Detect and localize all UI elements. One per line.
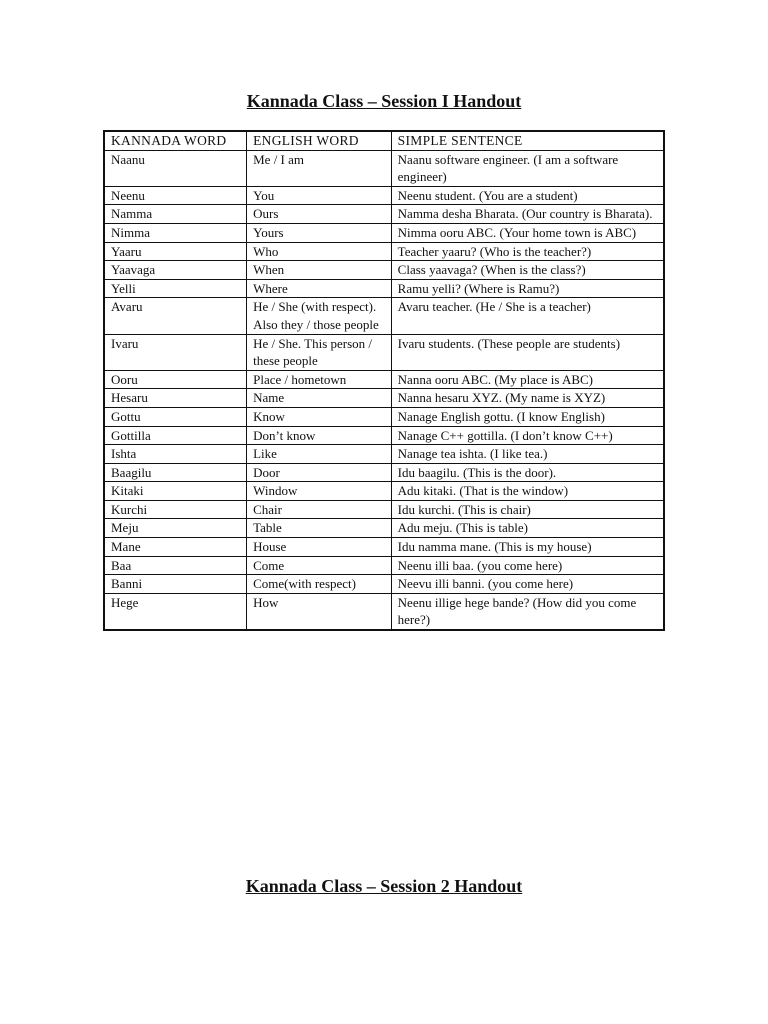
- english-word-cell: Name: [247, 389, 392, 408]
- table-row: [104, 279, 664, 298]
- simple-sentence-cell: Neevu illi banni. (you come here): [391, 575, 664, 594]
- kannada-word-cell: Yaavaga: [104, 261, 247, 280]
- kannada-word-cell: Neenu: [104, 186, 247, 205]
- simple-sentence-cell: Class yaavaga? (When is the class?): [391, 261, 664, 280]
- table-row: [104, 519, 664, 538]
- kannada-word-cell: Ivaru: [104, 334, 247, 370]
- simple-sentence-cell: Neenu illi baa. (you come here): [391, 556, 664, 575]
- english-word-cell: Come(with respect): [247, 575, 392, 594]
- column-header-simple-sentence: SIMPLE SENTENCE: [391, 131, 664, 150]
- table-row: [104, 223, 664, 242]
- table-row: [104, 298, 664, 334]
- table-row: [104, 186, 664, 205]
- english-word-cell: Chair: [247, 500, 392, 519]
- table-row: [104, 334, 664, 370]
- english-word-cell: Door: [247, 463, 392, 482]
- english-word-cell: Me / I am: [247, 150, 392, 186]
- english-word-cell: Yours: [247, 223, 392, 242]
- english-word-cell: Place / hometown: [247, 370, 392, 389]
- table-row: [104, 370, 664, 389]
- kannada-word-cell: Kurchi: [104, 500, 247, 519]
- table-row: [104, 261, 664, 280]
- english-word-cell: You: [247, 186, 392, 205]
- english-word-cell: Where: [247, 279, 392, 298]
- simple-sentence-cell: Nanna hesaru XYZ. (My name is XYZ): [391, 389, 664, 408]
- column-header-english-word: ENGLISH WORD: [247, 131, 392, 150]
- simple-sentence-cell: Adu kitaki. (That is the window): [391, 482, 664, 501]
- table-row: [104, 150, 664, 186]
- table-row: [104, 538, 664, 557]
- kannada-word-cell: Yaaru: [104, 242, 247, 261]
- english-word-cell: How: [247, 593, 392, 630]
- kannada-word-cell: Hege: [104, 593, 247, 630]
- simple-sentence-cell: Nanage tea ishta. (I like tea.): [391, 445, 664, 464]
- english-word-cell: He / She (with respect). Also they / those people: [247, 298, 392, 334]
- table-row: [104, 556, 664, 575]
- kannada-word-cell: Hesaru: [104, 389, 247, 408]
- english-word-cell: He / She. This person / these people: [247, 334, 392, 370]
- table-row: [104, 593, 664, 630]
- simple-sentence-cell: Nimma ooru ABC. (Your home town is ABC): [391, 223, 664, 242]
- kannada-word-cell: Yelli: [104, 279, 247, 298]
- table-row: [104, 463, 664, 482]
- table-row: [104, 407, 664, 426]
- kannada-word-cell: Banni: [104, 575, 247, 594]
- simple-sentence-cell: Avaru teacher. (He / She is a teacher): [391, 298, 664, 334]
- simple-sentence-cell: Nanage C++ gottilla. (I don’t know C++): [391, 426, 664, 445]
- simple-sentence-cell: Adu meju. (This is table): [391, 519, 664, 538]
- simple-sentence-cell: Teacher yaaru? (Who is the teacher?): [391, 242, 664, 261]
- table-row: [104, 445, 664, 464]
- simple-sentence-cell: Idu baagilu. (This is the door).: [391, 463, 664, 482]
- english-word-cell: Like: [247, 445, 392, 464]
- english-word-cell: Window: [247, 482, 392, 501]
- english-word-cell: House: [247, 538, 392, 557]
- english-word-cell: Come: [247, 556, 392, 575]
- kannada-word-cell: Ooru: [104, 370, 247, 389]
- table-row: [104, 500, 664, 519]
- column-header-kannada-word: KANNADA WORD: [104, 131, 247, 150]
- session-2-title: Kannada Class – Session 2 Handout: [245, 876, 523, 896]
- english-word-cell: Table: [247, 519, 392, 538]
- simple-sentence-cell: Idu namma mane. (This is my house): [391, 538, 664, 557]
- simple-sentence-cell: Neenu illige hege bande? (How did you come here?): [391, 593, 664, 630]
- kannada-word-cell: Avaru: [104, 298, 247, 334]
- english-word-cell: Don’t know: [247, 426, 392, 445]
- kannada-word-cell: Baagilu: [104, 463, 247, 482]
- simple-sentence-cell: Namma desha Bharata. (Our country is Bharata).: [391, 205, 664, 224]
- english-word-cell: Ours: [247, 205, 392, 224]
- simple-sentence-cell: Ramu yelli? (Where is Ramu?): [391, 279, 664, 298]
- english-word-cell: When: [247, 261, 392, 280]
- kannada-word-cell: Baa: [104, 556, 247, 575]
- simple-sentence-cell: Idu kurchi. (This is chair): [391, 500, 664, 519]
- simple-sentence-cell: Nanage English gottu. (I know English): [391, 407, 664, 426]
- kannada-word-cell: Nimma: [104, 223, 247, 242]
- table-row: [104, 389, 664, 408]
- kannada-word-cell: Namma: [104, 205, 247, 224]
- kannada-word-cell: Gottilla: [104, 426, 247, 445]
- table-row: [104, 426, 664, 445]
- session-1-title: Kannada Class – Session I Handout: [246, 91, 522, 111]
- english-word-cell: Know: [247, 407, 392, 426]
- table-row: [104, 482, 664, 501]
- table-row: [104, 205, 664, 224]
- simple-sentence-cell: Neenu student. (You are a student): [391, 186, 664, 205]
- kannada-word-cell: Naanu: [104, 150, 247, 186]
- kannada-word-cell: Kitaki: [104, 482, 247, 501]
- table-header-row: [104, 131, 664, 150]
- table-row: [104, 242, 664, 261]
- table-row: [104, 575, 664, 594]
- simple-sentence-cell: Nanna ooru ABC. (My place is ABC): [391, 370, 664, 389]
- simple-sentence-cell: Naanu software engineer. (I am a software engineer): [391, 150, 664, 186]
- kannada-word-cell: Ishta: [104, 445, 247, 464]
- kannada-word-cell: Meju: [104, 519, 247, 538]
- kannada-word-cell: Mane: [104, 538, 247, 557]
- english-word-cell: Who: [247, 242, 392, 261]
- vocabulary-table: [103, 130, 665, 631]
- kannada-word-cell: Gottu: [104, 407, 247, 426]
- simple-sentence-cell: Ivaru students. (These people are students): [391, 334, 664, 370]
